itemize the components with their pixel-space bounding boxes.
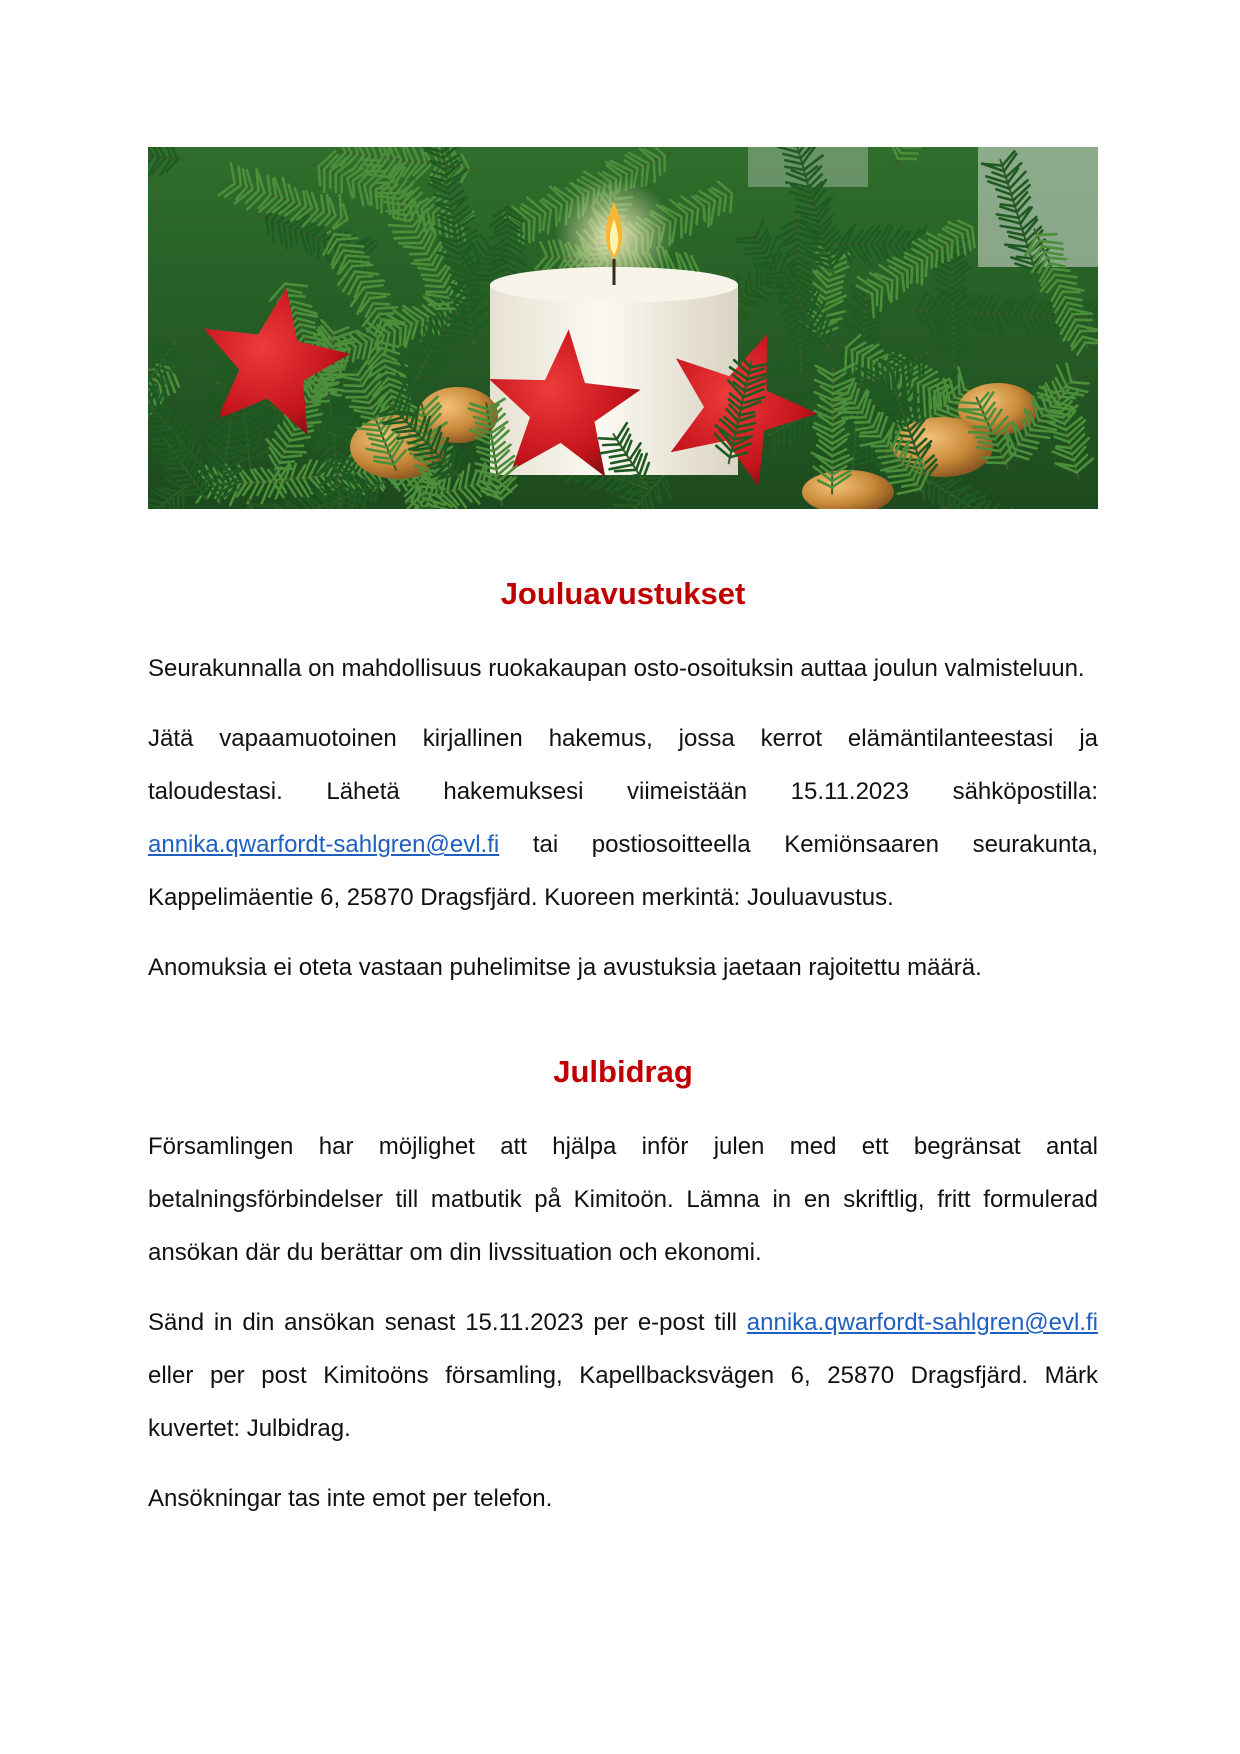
fi-paragraph-3: Anomuksia ei oteta vastaan puhelimitse ja avustuksia jaetaan rajoitettu määrä. [148,954,982,981]
fi-paragraph-2 [148,712,1098,924]
sv-paragraph-2 [148,1296,1098,1455]
fi-paragraph-2-text-b: tai postiosoitteella Kemiönsaaren seurakunta, Kappelimäentie 6, 25870 Dragsfjärd. Kuoreen merkintä: Jouluavustus. [148,831,1098,911]
sv-paragraph-1: Församlingen har möjlighet att hjälpa inför julen med ett begränsat antal betalningsförbindelser till matbutik på Kimitoön. Lämna in en skriftlig, fritt formulerad ansökan där du berättar om din livssituation och ekonomi. [148,1133,1098,1266]
sv-paragraph-2-text-b: eller per post Kimitoöns församling, Kapellbacksvägen 6, 25870 Dragsfjärd. Märk kuvertet: Julbidrag. [148,1362,1098,1442]
document-page [148,147,1098,1525]
christmas-candle-illustration [148,147,1098,509]
sv-paragraph-3: Ansökningar tas inte emot per telefon. [148,1485,553,1512]
fi-paragraph-1: Seurakunnalla on mahdollisuus ruokakaupan osto-osoituksin auttaa joulun valmisteluun. [148,655,1085,682]
fi-email-link[interactable]: annika.qwarfordt-sahlgren@evl.fi [148,831,500,858]
fi-paragraph-2-text-a: Jätä vapaamuotoinen kirjallinen hakemus, jossa kerrot elämäntilanteestasi ja taloudestasi. Lähetä hakemuksesi viimeistään 15.11.2023 sähköpostilla: [148,725,1098,805]
sv-email-link[interactable]: annika.qwarfordt-sahlgren@evl.fi [746,1309,1098,1336]
heading-jouluavustukset: Jouluavustukset [500,576,746,611]
sv-paragraph-2-text-a: Sänd in din ansökan senast 15.11.2023 per e-post till [148,1309,747,1336]
heading-julbidrag: Julbidrag [553,1054,693,1089]
christmas-candle-image [148,147,1098,509]
